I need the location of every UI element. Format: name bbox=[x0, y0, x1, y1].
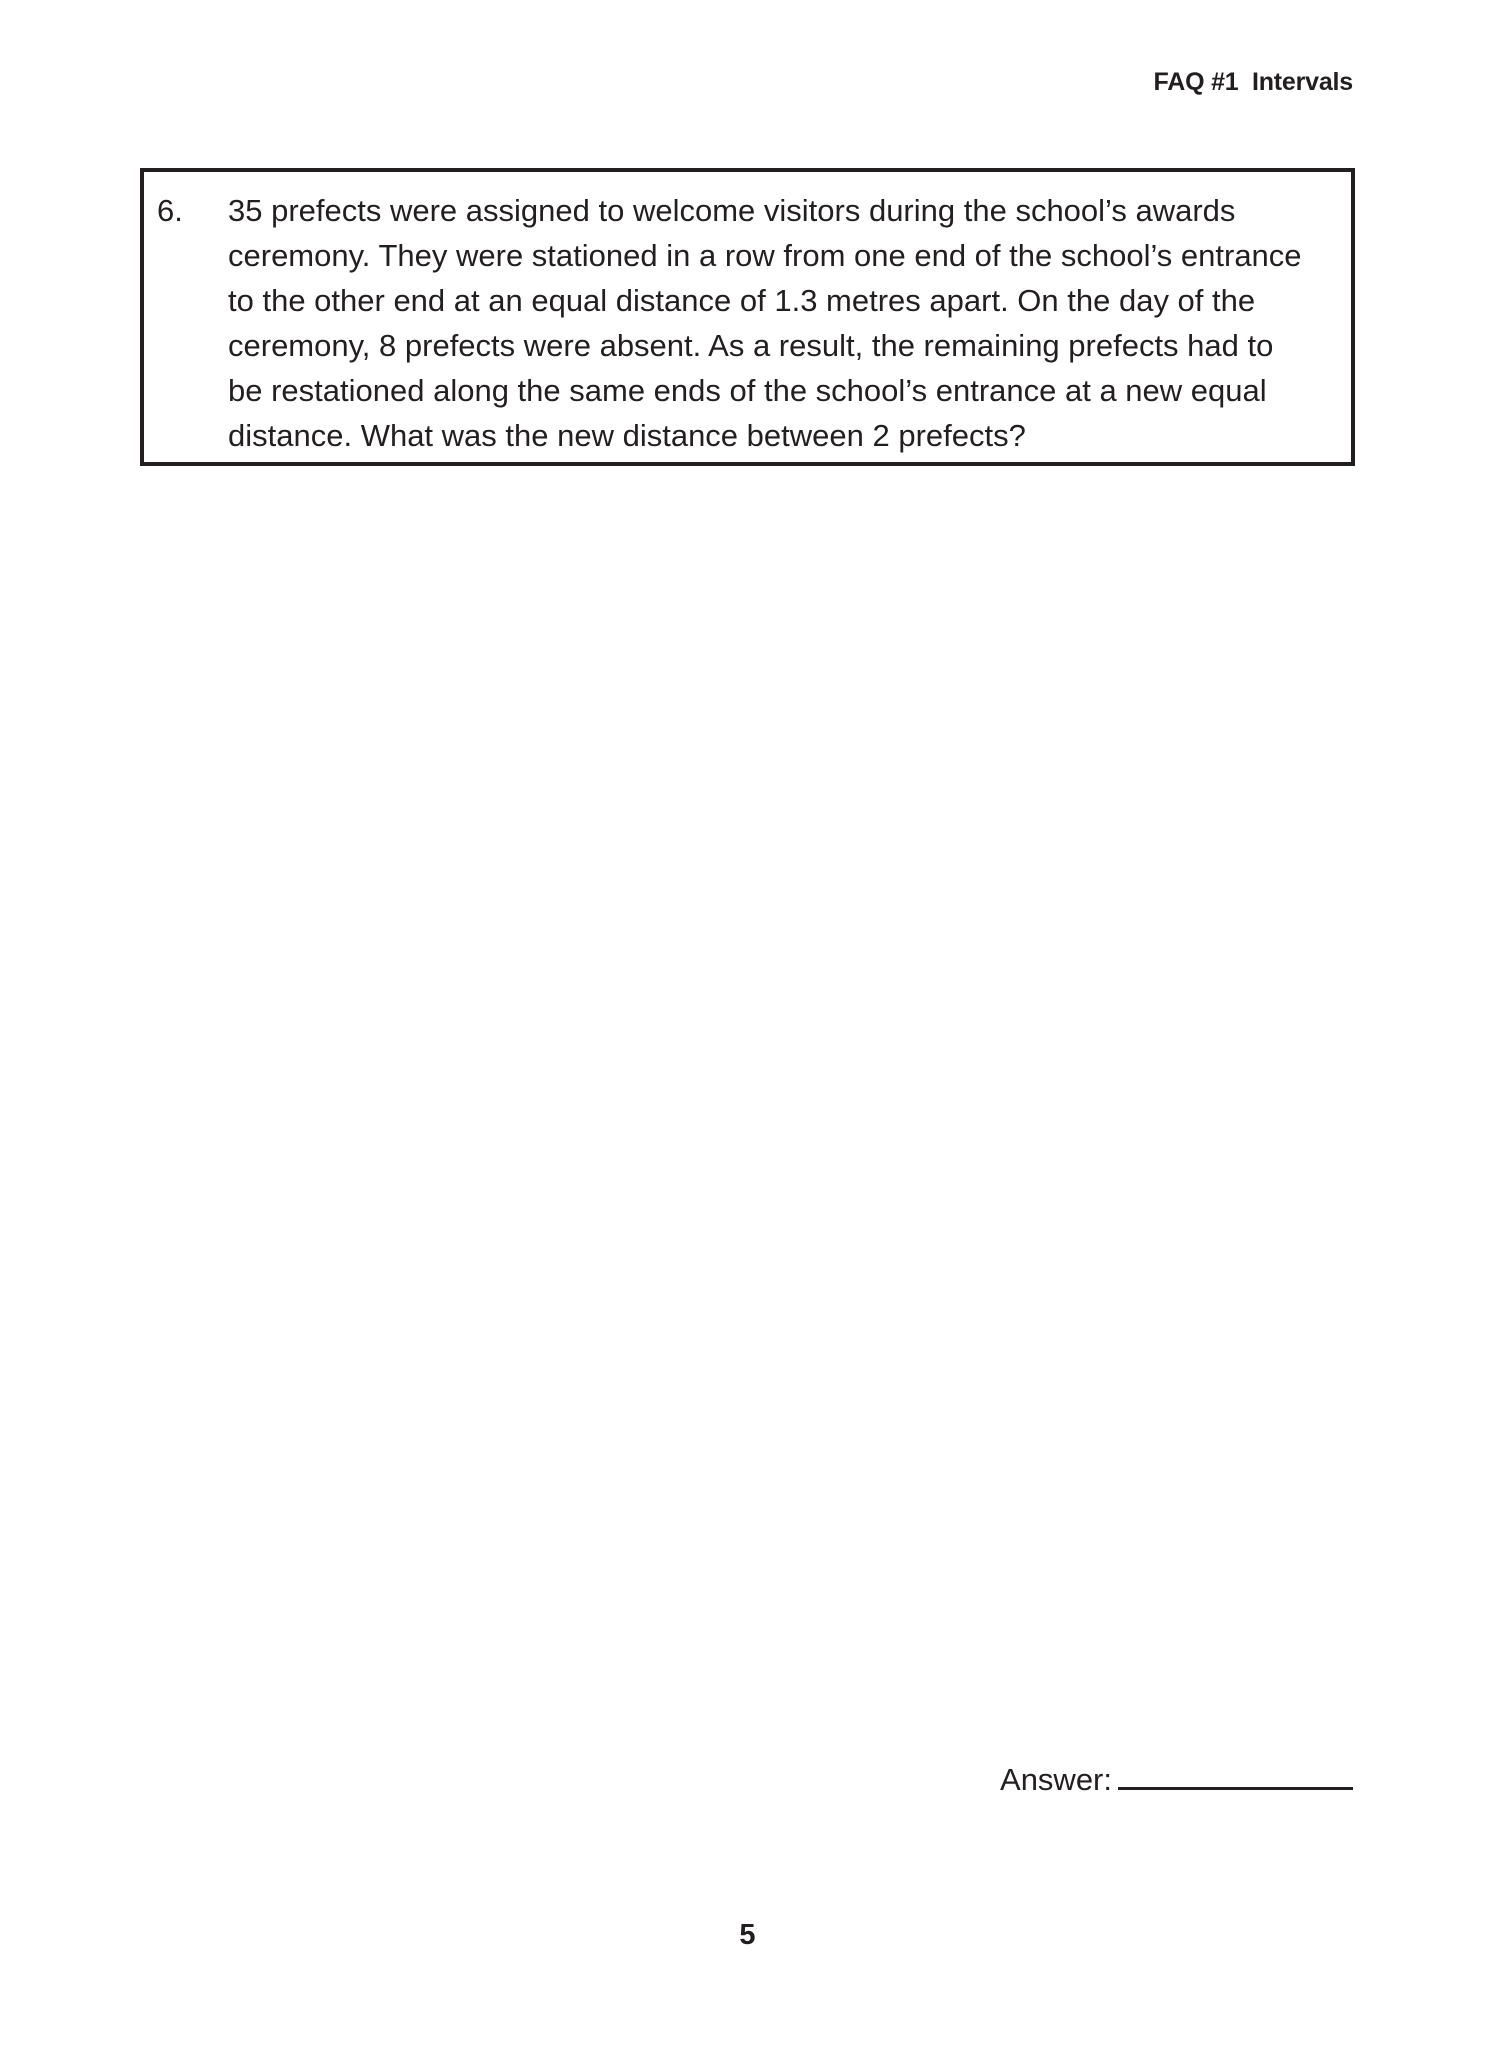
question-line: distance. What was the new distance between 2 prefects? bbox=[228, 418, 1026, 453]
question-text bbox=[228, 188, 1331, 458]
question-line: ceremony, 8 prefects were absent. As a result, the remaining prefects had to bbox=[228, 328, 1274, 363]
question-line: 35 prefects were assigned to welcome visitors during the school’s awards bbox=[228, 193, 1236, 228]
question-line: to the other end at an equal distance of 1.3 metres apart. On the day of the bbox=[228, 283, 1256, 318]
page-number: 5 bbox=[739, 1919, 756, 1951]
question-line: ceremony. They were stationed in a row from one end of the school’s entrance bbox=[228, 238, 1302, 273]
answer-label: Answer: bbox=[1000, 1762, 1112, 1797]
answer-row bbox=[1000, 1760, 1353, 1800]
question-line: be restationed along the same ends of the school’s entrance at a new equal bbox=[228, 373, 1267, 408]
answer-blank-line bbox=[1118, 1760, 1353, 1790]
question-box bbox=[140, 168, 1355, 466]
question-number: 6. bbox=[157, 193, 183, 228]
page-header-title: FAQ #1 Intervals bbox=[1153, 68, 1353, 96]
